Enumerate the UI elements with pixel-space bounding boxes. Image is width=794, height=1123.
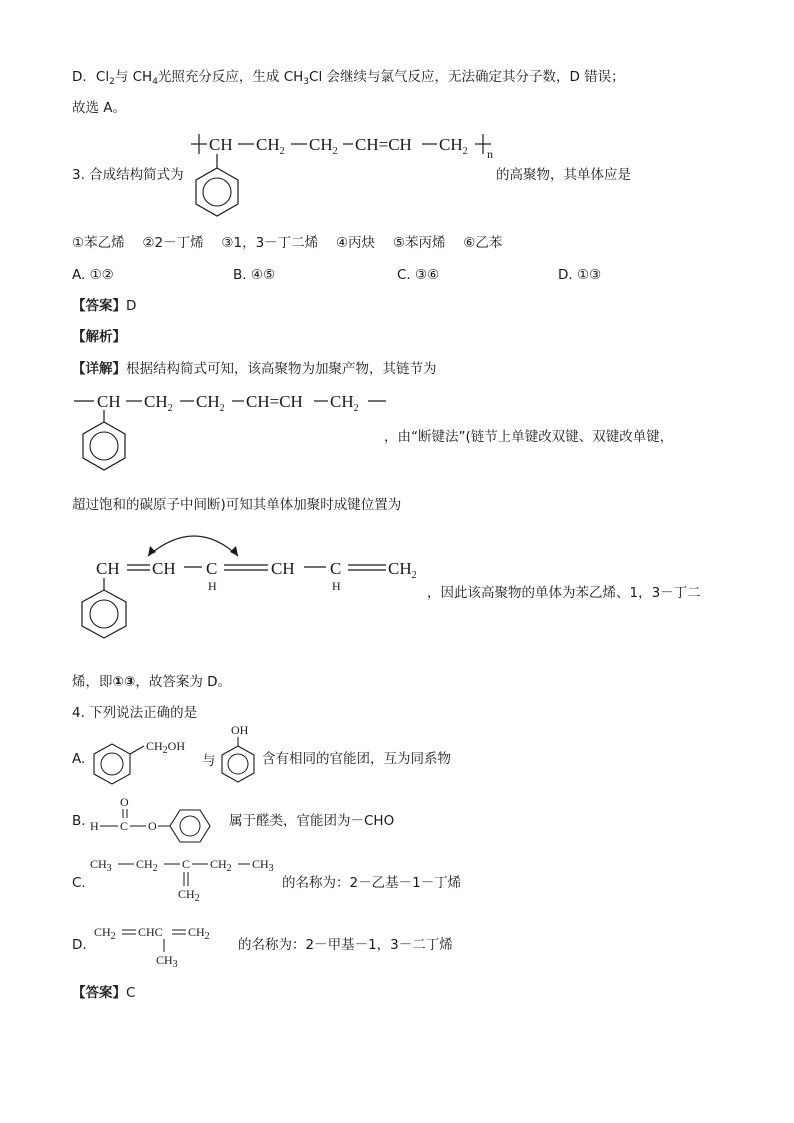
q3-analysis-tag: 【解析】: [72, 329, 126, 345]
seg-ch: CH: [97, 392, 121, 411]
d-chc: CHC: [138, 925, 163, 939]
q3-options-list: ①苯乙烯 ②2－丁烯 ③1，3－丁二烯 ④丙炔 ⑤苯丙烯 ⑥乙苯: [72, 235, 503, 251]
q3-stem-prefix: 3. 合成结构简式为: [72, 167, 184, 183]
mono-ch-3: CH: [271, 559, 295, 578]
mono-ch-2: CH: [152, 559, 176, 578]
polymer-double-bond: CH=CH: [355, 135, 412, 154]
q4-option-a-and: 与: [202, 753, 216, 769]
mono-h-2: H: [332, 579, 341, 593]
svg-text:CH3: $CH_3$: [252, 857, 274, 874]
q3-detail-line3: 超过饱和的碳原子中间断)可知其单体加聚时成键位置为: [72, 497, 402, 513]
q3-detail-line5: 烯，即①③，故答案为 D。: [72, 674, 232, 690]
c-center-c: C: [182, 857, 191, 871]
q3-stem-suffix: 的高聚物，其单体应是: [496, 167, 631, 183]
q4-stem: 4. 下列说法正确的是: [72, 705, 198, 721]
q4-option-c-label: C.: [72, 875, 86, 891]
svg-text:CH3: $CH_3$: [156, 953, 178, 970]
q4-option-b-text: 属于醛类，官能团为－CHO: [229, 813, 395, 829]
svg-text:CH=CH: CH=CH: [246, 392, 303, 411]
benzene-ring-icon: [196, 168, 238, 216]
svg-text:CH2: $CH_2$: [330, 392, 359, 414]
polymer-ch2-a: $CH_2$: [256, 135, 285, 157]
q3-choice-c: C. ③⑥: [397, 267, 440, 283]
svg-text:CH2: $CH_2$: [178, 887, 200, 904]
svg-text:CH2: $CH_2$: [144, 392, 173, 414]
benzene-ring-icon: [170, 810, 210, 842]
benzene-ring-icon: [82, 590, 126, 638]
polymer-structure: [185, 128, 505, 228]
q4-option-d-text: 的名称为：2－甲基－1，3－二丁烯: [238, 937, 453, 953]
monomer-bonding-diagram: [90, 520, 430, 650]
svg-text:CH2: $CH_2$: [94, 925, 116, 942]
svg-text:CH2: $CH_2$: [188, 925, 210, 942]
q3-detail-line4: ，因此该高聚物的单体为苯乙烯、1，3－丁二: [427, 585, 701, 601]
b-ester-o: O: [148, 819, 157, 833]
arrow-head-left-icon: [148, 546, 156, 556]
polymer-n: n: [487, 147, 493, 161]
q4-answer: 【答案】C: [72, 985, 136, 1001]
option-d-explanation: D．$Cl_2$与 $CH_4$光照充分反应，生成 $CH_3Cl$ 会继续与氯气反应，无法确定其分子数，D 错误；: [72, 69, 625, 87]
b-carbonyl-o: O: [120, 795, 129, 809]
q3-choice-a: A. ①②: [72, 267, 114, 283]
q4-option-c-text: 的名称为：2－乙基－1－丁烯: [282, 875, 462, 891]
b-h: H: [90, 819, 99, 833]
svg-text:CH2: $CH_2$: [136, 857, 158, 874]
q3-detail-line2: ，由“断键法”(链节上单键改双键、双键改单键，: [384, 429, 674, 445]
benzene-ring-icon: [94, 744, 130, 784]
a-ch2oh: $CH_2OH$: [146, 739, 186, 756]
q4-option-b-label: B.: [72, 813, 86, 829]
q4-option-a-label: A.: [72, 751, 86, 767]
phenol-structure: [218, 722, 268, 792]
phenol-oh: OH: [231, 723, 249, 737]
mono-ch2: $CH_2$: [388, 559, 417, 581]
mono-h-1: H: [208, 579, 217, 593]
c-structure: [88, 852, 278, 912]
q4-option-d-label: D.: [72, 937, 87, 953]
mono-c-1: C: [206, 559, 218, 578]
phenyl-formate-structure: [88, 794, 228, 850]
svg-text:CH2: $CH_2$: [210, 857, 232, 874]
q3-detail-line1: 【详解】根据结构简式可知，该高聚物为加聚产物，其链节为: [72, 361, 437, 377]
q4-option-a-text: 含有相同的官能团，互为同系物: [262, 751, 451, 767]
mono-ch-1: CH: [96, 559, 120, 578]
q3-choice-d: D. ①③: [558, 267, 602, 283]
q3-choice-b: B. ④⑤: [233, 267, 276, 283]
svg-text:CH2: $CH_2$: [196, 392, 225, 414]
benzene-ring-icon: [222, 746, 254, 782]
polymer-ch: CH: [209, 135, 233, 154]
arrow-head-right-icon: [230, 546, 238, 556]
mono-c-2: C: [330, 559, 342, 578]
prev-conclusion: 故选 A。: [72, 100, 127, 116]
polymer-ch2-c: $CH_2$: [439, 135, 468, 157]
q3-answer: 【答案】D: [72, 298, 137, 314]
chain-segment-structure: [72, 390, 392, 480]
svg-text:CH3: $CH_3$: [90, 857, 112, 874]
benzene-ring-icon: [83, 422, 125, 470]
polymer-ch2-b: $CH_2$: [309, 135, 338, 157]
d-structure: [92, 920, 232, 972]
b-c: C: [120, 819, 129, 833]
